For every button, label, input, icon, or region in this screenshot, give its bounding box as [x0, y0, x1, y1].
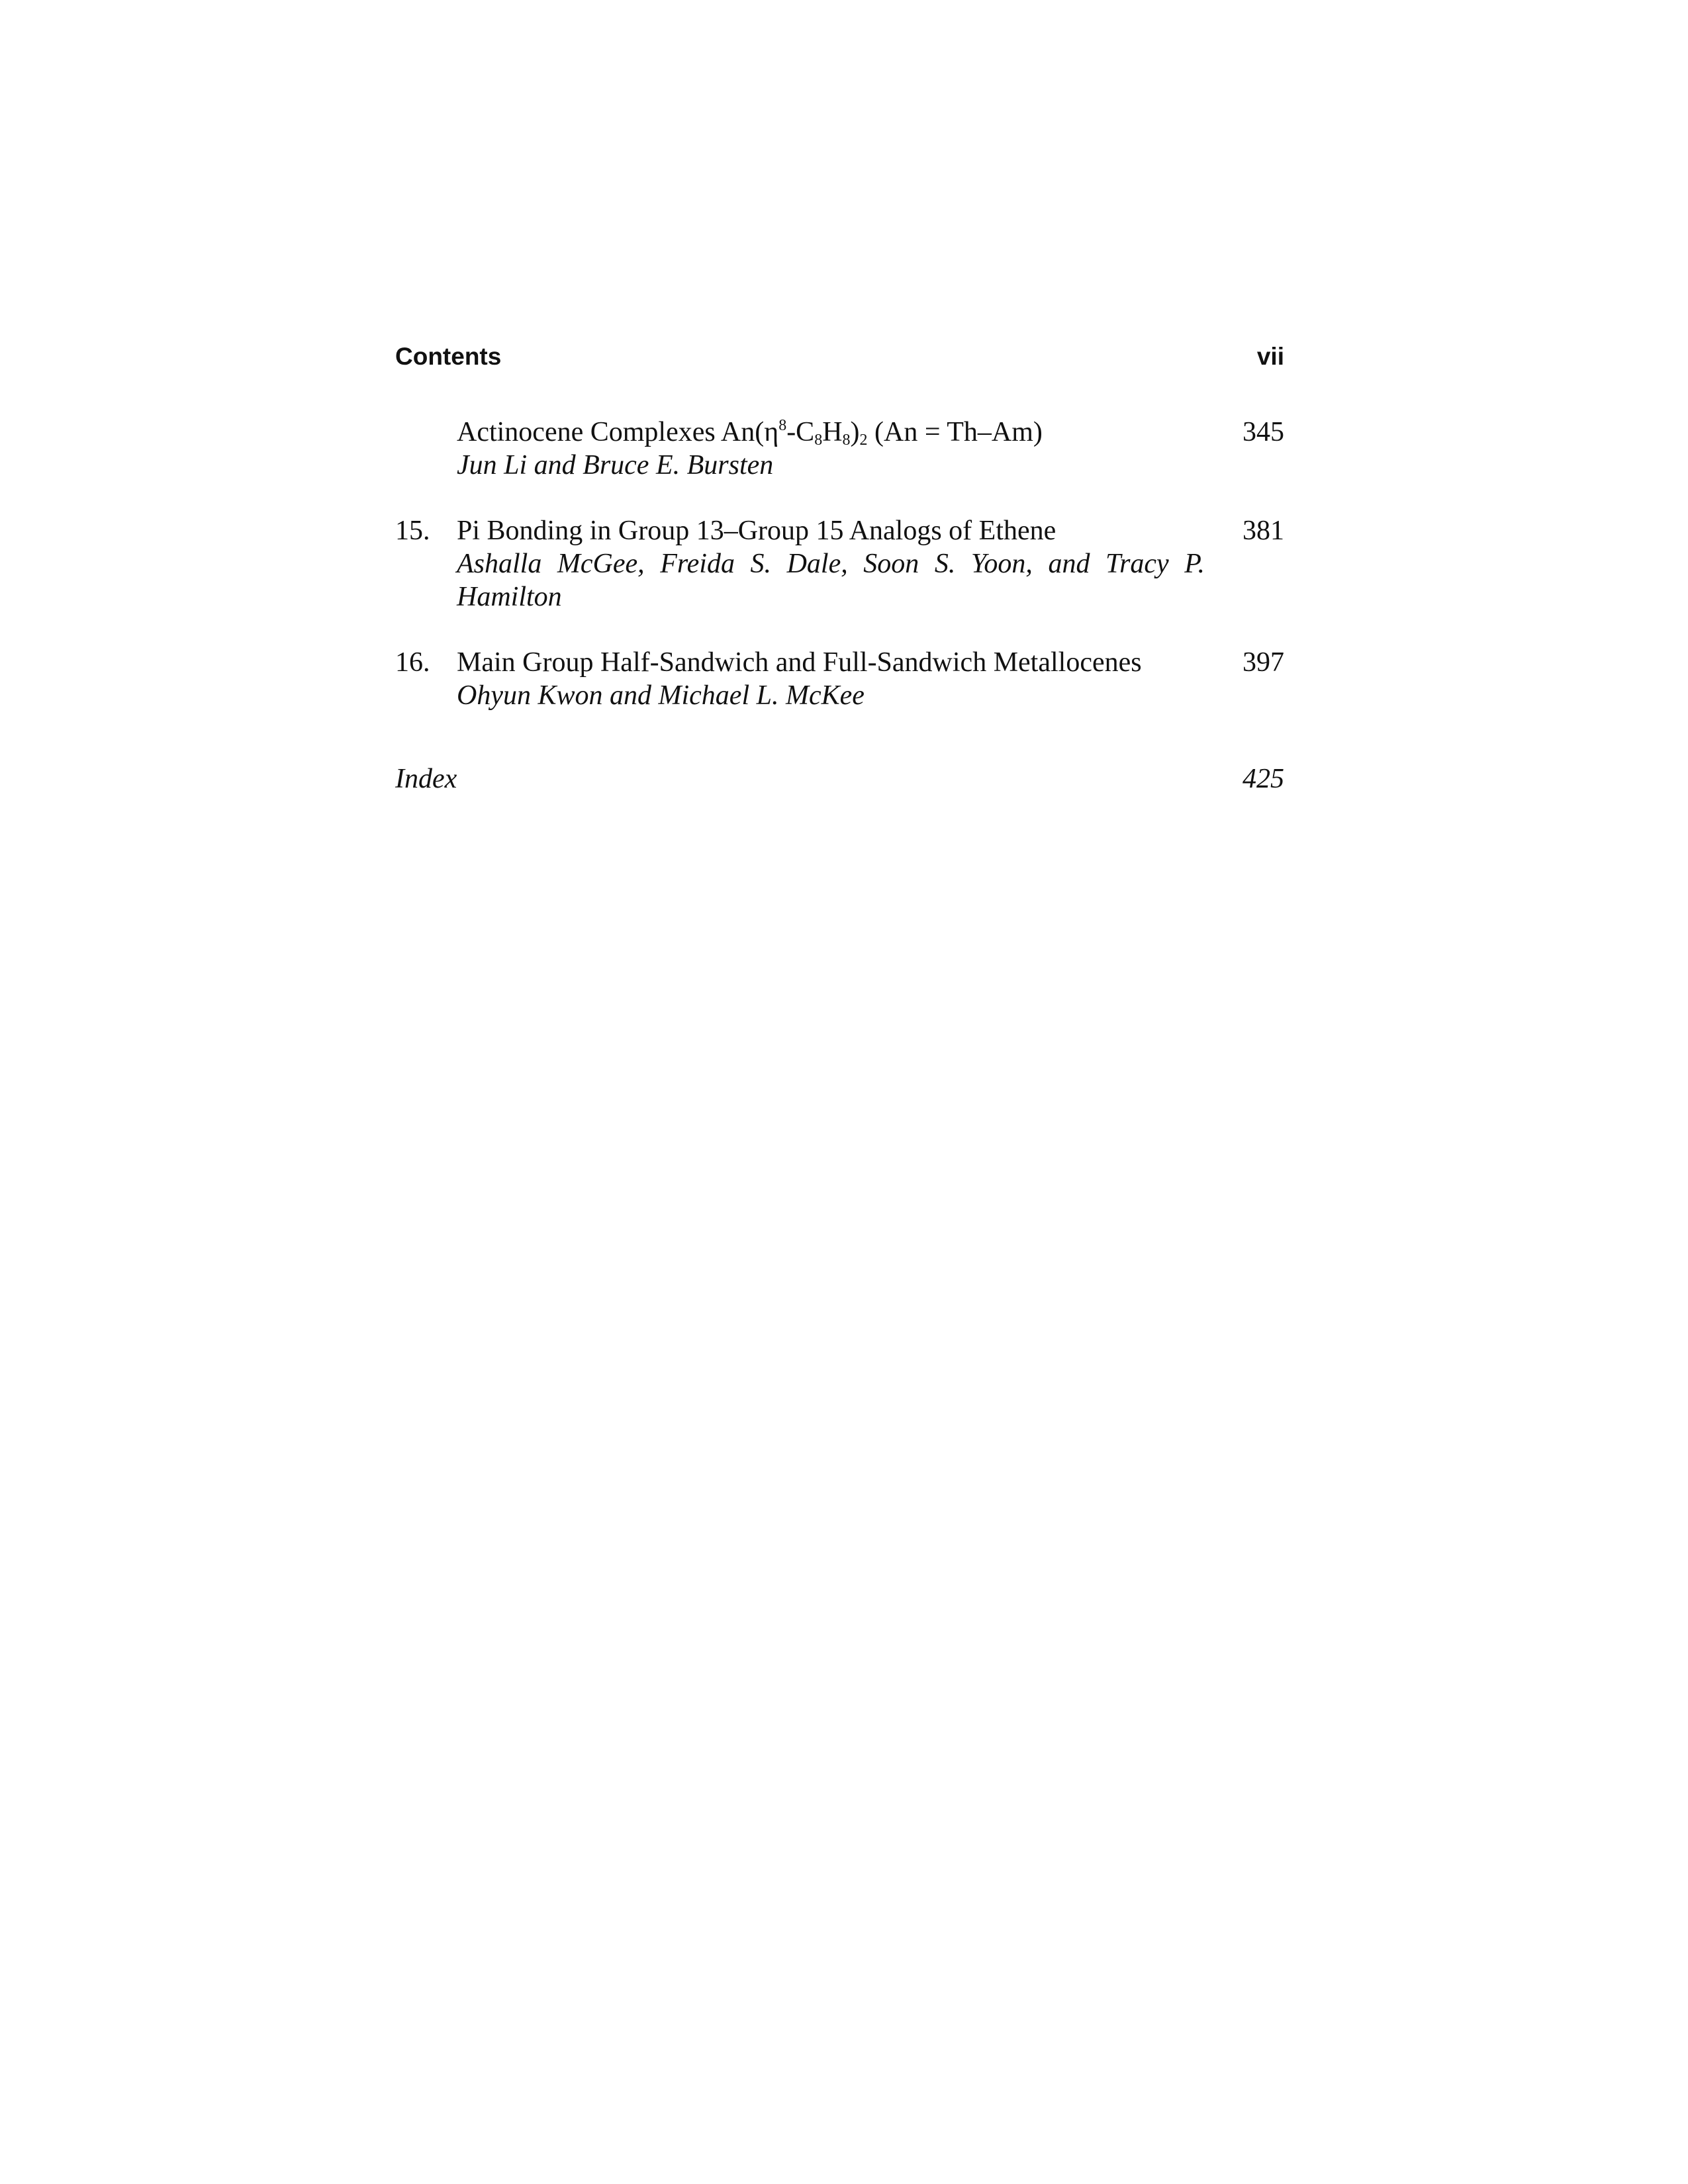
running-head: [395, 340, 1284, 373]
chapter-authors: Jun Li and Bruce E. Bursten: [457, 450, 774, 480]
chapter-number: 16.: [395, 647, 430, 678]
running-head-title: Contents: [395, 343, 502, 370]
running-head-page-number: vii: [1256, 343, 1284, 370]
chapter-body: [457, 646, 1205, 712]
chapter-page-number: 397: [1243, 647, 1284, 678]
chapter-body: [457, 514, 1205, 614]
chapter-number: 15.: [395, 516, 430, 546]
index-label: Index: [395, 764, 457, 794]
chapter-title: Main Group Half-Sandwich and Full-Sandwich Metallocenes: [457, 647, 1142, 678]
chapter-authors: Ashalla McGee, Freida S. Dale, Soon S. Yoon, and Tracy P. Hamilton: [457, 549, 1205, 612]
chapter-body: [457, 416, 1205, 482]
chapter-authors: Ohyun Kwon and Michael L. McKee: [457, 680, 865, 711]
index-page-number: 425: [1243, 764, 1284, 794]
chapter-title: Actinocene Complexes $An(\eta^8-C_8H_8)_2$ (An = Th–Am): [457, 417, 1043, 449]
chapter-title: Pi Bonding in Group 13–Group 15 Analogs of Ethene: [457, 516, 1056, 546]
chapter-page-number: 345: [1243, 417, 1284, 447]
chapter-page-number: 381: [1243, 516, 1284, 546]
